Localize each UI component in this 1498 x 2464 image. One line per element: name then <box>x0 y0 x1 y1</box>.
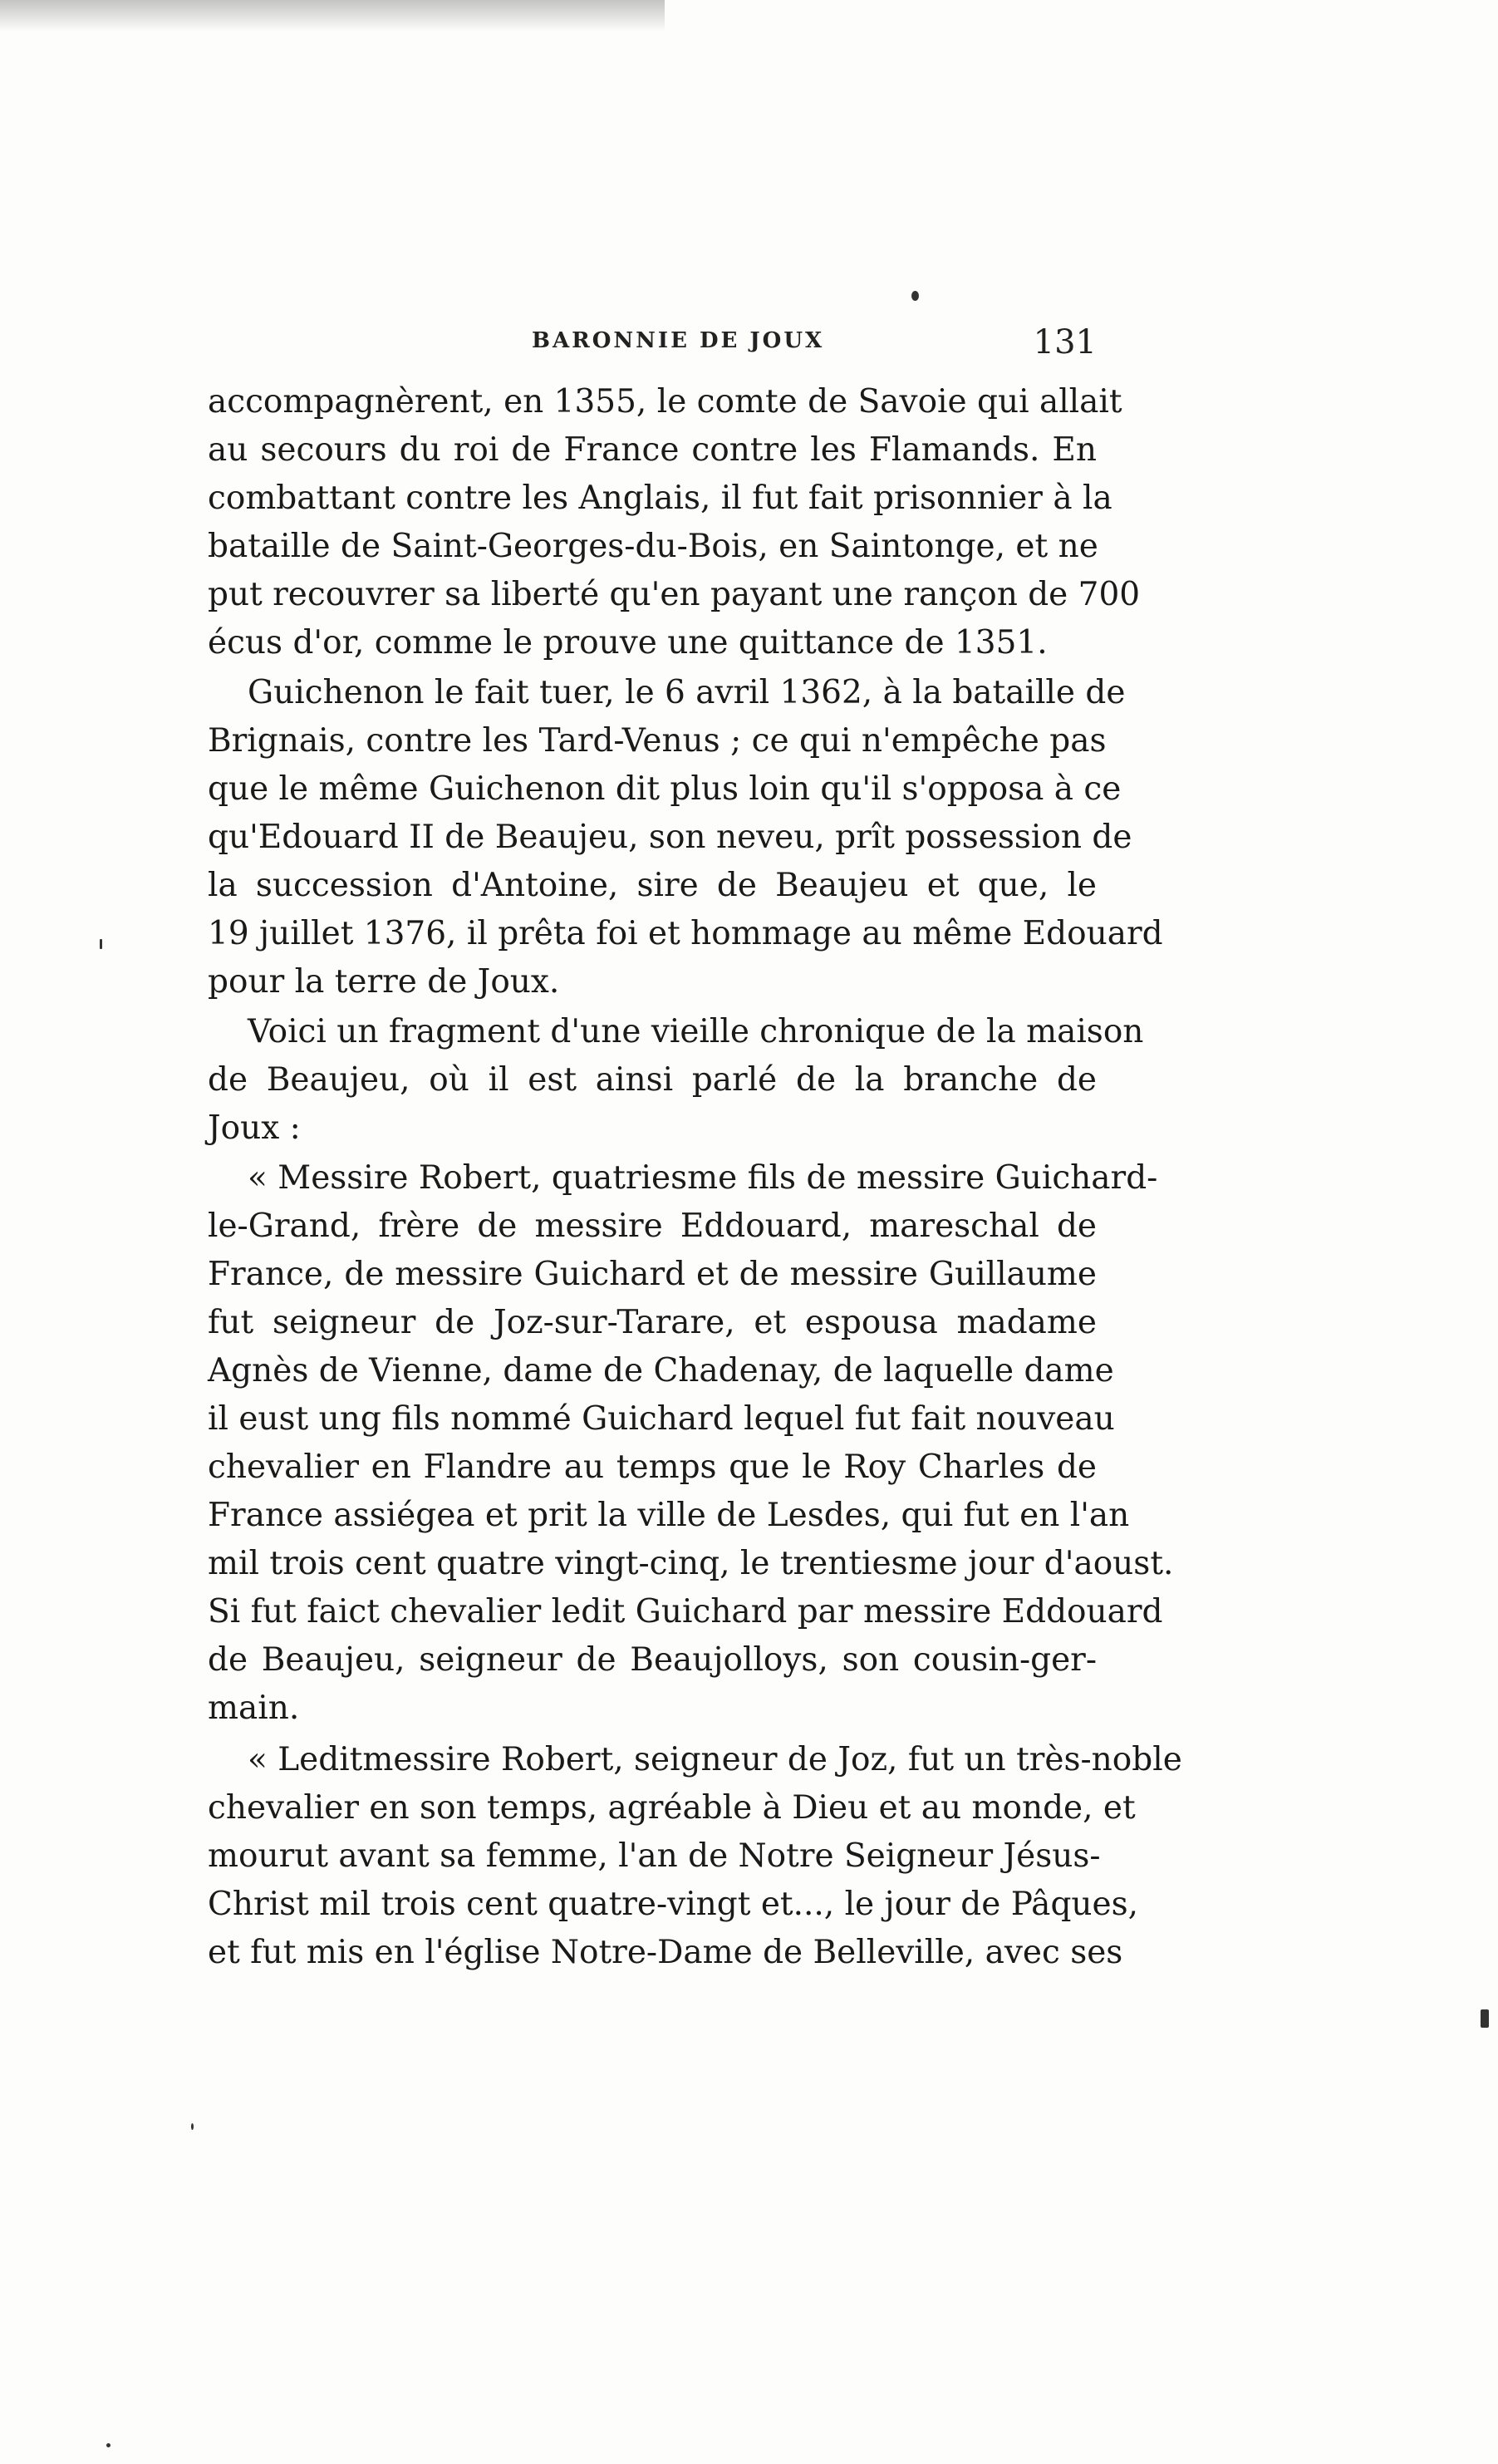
text-line: mil trois cent quatre vingt-cinq, le trentiesme jour d'aoust. <box>208 1545 1174 1582</box>
text-line: Voici un fragment d'une vieille chronique de la maison <box>248 1013 1144 1050</box>
text-line: bataille de Saint-Georges-du-Bois, en Saintonge, et ne <box>208 528 1098 565</box>
text-line: main. <box>208 1689 300 1727</box>
text-line: mourut avant sa femme, l'an de Notre Seigneur Jésus- <box>208 1837 1101 1875</box>
text-line: France, de messire Guichard et de messire Guillaume <box>208 1256 1097 1293</box>
text-line: put recouvrer sa liberté qu'en payant une rançon de 700 <box>208 576 1141 613</box>
text-line: 19 juillet 1376, il prêta foi et hommage au même Edouard <box>208 915 1163 952</box>
ink-speck <box>106 2443 111 2447</box>
ink-speck <box>911 291 919 301</box>
text-line: « Leditmessire Robert, seigneur de Joz, fut un très-noble <box>248 1741 1182 1778</box>
text-line: qu'Edouard II de Beaujeu, son neveu, prît possession de <box>208 819 1132 856</box>
text-line: Joux : <box>208 1109 301 1147</box>
text-line: le-Grand, frère de messire Eddouard, mareschal de <box>208 1207 1097 1245</box>
text-line: écus d'or, comme le prouve une quittance de 1351. <box>208 624 1048 661</box>
text-line: « Messire Robert, quatriesme fils de messire Guichard- <box>248 1159 1158 1197</box>
ink-speck <box>1481 2009 1489 2028</box>
text-line: au secours du roi de France contre les Flamands. En <box>208 431 1097 469</box>
text-line: France assiégea et prit la ville de Lesdes, qui fut en l'an <box>208 1497 1130 1534</box>
text-line: fut seigneur de Joz-sur-Tarare, et espousa madame <box>208 1304 1097 1341</box>
text-line: chevalier en Flandre au temps que le Roy Charles de <box>208 1448 1097 1486</box>
page-header <box>208 323 1097 370</box>
text-line: Christ mil trois cent quatre-vingt et..., le jour de Pâques, <box>208 1886 1139 1923</box>
text-line: la succession d'Antoine, sire de Beaujeu et que, le <box>208 867 1097 904</box>
text-line: Agnès de Vienne, dame de Chadenay, de laquelle dame <box>208 1352 1114 1389</box>
scan-edge-stain <box>0 0 665 32</box>
text-line: combattant contre les Anglais, il fut fait prisonnier à la <box>208 480 1112 517</box>
text-line: de Beaujeu, seigneur de Beaujolloys, son cousin-ger- <box>208 1641 1097 1679</box>
text-line: il eust ung fils nommé Guichard lequel fut fait nouveau <box>208 1400 1115 1438</box>
ink-speck <box>100 939 102 949</box>
text-line: accompagnèrent, en 1355, le comte de Savoie qui allait <box>208 383 1122 421</box>
text-line: de Beaujeu, où il est ainsi parlé de la branche de <box>208 1061 1097 1099</box>
text-line: Brignais, contre les Tard-Venus ; ce qui n'empêche pas <box>208 722 1107 760</box>
page-number: 131 <box>1033 323 1097 361</box>
text-line: pour la terre de Joux. <box>208 963 560 1001</box>
text-line: et fut mis en l'église Notre-Dame de Belleville, avec ses <box>208 1934 1123 1971</box>
text-line: que le même Guichenon dit plus loin qu'il s'opposa à ce <box>208 770 1122 808</box>
text-line: Si fut faict chevalier ledit Guichard par messire Eddouard <box>208 1593 1163 1630</box>
text-line: chevalier en son temps, agréable à Dieu et au monde, et <box>208 1789 1136 1827</box>
ink-speck <box>191 2123 194 2130</box>
text-line: Guichenon le fait tuer, le 6 avril 1362, à la bataille de <box>248 674 1126 711</box>
running-title: BARONNIE DE JOUX <box>532 328 825 353</box>
